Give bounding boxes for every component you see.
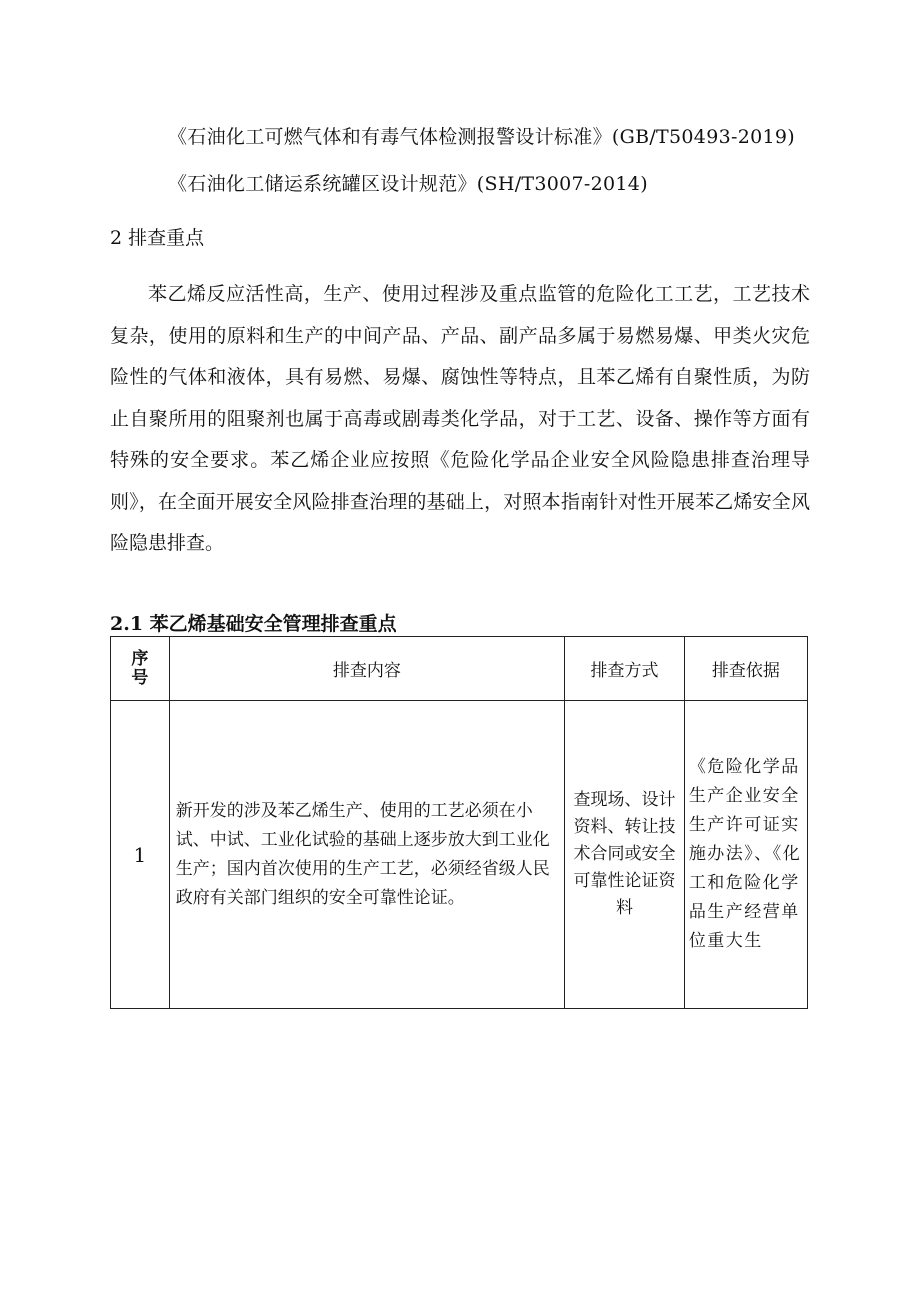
- header-no: [111, 637, 170, 701]
- table-header-row: [111, 637, 808, 701]
- inspection-table: [110, 636, 808, 1009]
- reference-line-2: 《石油化工储运系统罐区设计规范》(SH/T3007-2014): [168, 173, 648, 195]
- cell-content: 新开发的涉及苯乙烯生产、使用的工艺必须在小试、中试、工业化试验的基础上逐步放大到工业化生产；国内首次使用的生产工艺，必须经省级人民政府有关部门组织的安全可靠性论证。: [169, 701, 564, 1009]
- cell-method: 查现场、设计资料、转让技术合同或安全可靠性论证资料: [565, 701, 685, 1009]
- header-no-label: 序号: [131, 648, 149, 688]
- cell-no: 1: [111, 701, 170, 1009]
- section-paragraph: 苯乙烯反应活性高，生产、使用过程涉及重点监管的危险化工工艺，工艺技术复杂，使用的原料和生产的中间产品、产品、副产品多属于易燃易爆、甲类火灾危险性的气体和液体，具有易燃、易爆、腐蚀性等特点，且苯乙烯有自聚性质，为防止自聚所用的阻聚剂也属于高毒或剧毒类化学品，对于工艺、设备、操作等方面有特殊的安全要求。苯乙烯企业应按照《危险化学品企业安全风险隐患排查治理导则》，在全面开展安全风险排查治理的基础上，对照本指南针对性开展苯乙烯安全风险隐患排查。: [110, 283, 810, 554]
- subsection-heading: 2.1 苯乙烯基础安全管理排查重点: [110, 613, 397, 635]
- header-content: 排查内容: [169, 637, 564, 701]
- header-method: 排查方式: [565, 637, 685, 701]
- section-heading: 2 排查重点: [110, 227, 205, 249]
- table-row: [111, 701, 808, 1009]
- cell-basis: 《危险化学品生产企业安全生产许可证实施办法》、《化工和危险化学品生产经营单位重大生: [684, 701, 807, 1009]
- header-basis: 排查依据: [684, 637, 807, 701]
- reference-line-1: 《石油化工可燃气体和有毒气体检测报警设计标准》(GB/T50493-2019): [168, 126, 795, 148]
